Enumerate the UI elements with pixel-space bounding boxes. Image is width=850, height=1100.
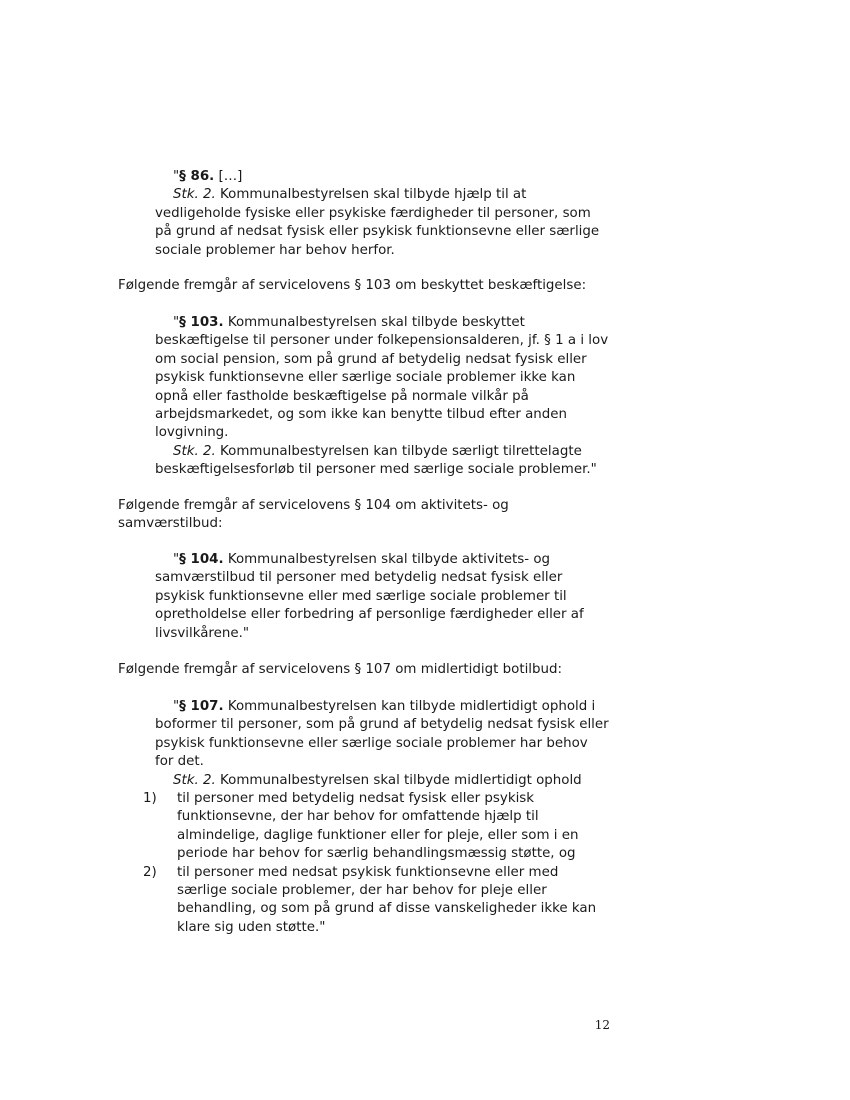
quote-86-heading [155,168,610,186]
quote-open-mark: " [173,315,180,330]
quote-107-stk2 [155,772,610,790]
stk2-label: Stk. 2. [173,772,216,788]
quote-open-mark: " [173,699,180,714]
quote-107-text: Kommunalbestyrelsen kan tilbyde midlertidigt ophold i boformer til personer, som på grund af betydelig nedsat fysisk eller psykisk funktionsevne eller særlige sociale problemer har behov for det. [155,699,609,770]
quote-103-stk2-text: Kommunalbestyrelsen kan tilbyde særligt tilrettelagte beskæftigelsesforløb til personer med særlige sociale problemer." [155,443,597,478]
list-item-number: 1) [143,791,157,807]
quote-section-86 [155,168,610,260]
quote-section-103 [155,314,610,480]
list-item-number: 2) [143,864,157,880]
section-ref-86: § 86. [179,169,215,184]
quote-104-text: Kommunalbestyrelsen skal tilbyde aktivitets- og samværstilbud til personer med betydelig nedsat fysisk eller psykisk funktionsevne eller med særlige sociale problemer til opretholdelse eller forbedring af personlige færdigheder eller af livsvilkårene." [155,552,584,641]
stk2-label: Stk. 2. [173,187,216,203]
quote-section-104 [155,551,610,643]
stk2-label: Stk. 2. [173,443,216,459]
section-ref-103: § 103. [179,315,224,330]
lead-paragraph-104: Følgende fremgår af servicelovens § 104 om aktivitets- og samværstilbud: [118,498,509,532]
quote-open-mark: " [173,169,180,184]
quote-section-107 [143,698,610,937]
quote-103-stk2 [155,443,610,480]
list-item-text: til personer med nedsat psykisk funktionsevne eller med særlige sociale problemer, der har behov for pleje eller behandling, og som på grund af disse vanskeligheder ikke kan klare sig uden støtte." [177,864,597,935]
quote-103-body [155,314,610,443]
quote-open-mark: " [173,552,180,567]
list-item-text: til personer med betydelig nedsat fysisk eller psykisk funktionsevne, der har behov for omfattende hjælp til almindelige, daglige funktioner eller for pleje, eller som i en periode har behov for særlig behandlingsmæssig støtte, og [177,791,579,862]
section-ref-107: § 107. [179,699,224,714]
quote-107-body [155,698,610,772]
quote-86-continuation: […] [214,169,243,184]
list-item [143,790,610,864]
lead-paragraph-107: Følgende fremgår af servicelovens § 107 om midlertidigt botilbud: [118,662,563,677]
quote-104-body [155,551,610,643]
page-number: 12 [594,1018,610,1032]
quote-107-stk2-text: Kommunalbestyrelsen skal tilbyde midlertidigt ophold [215,772,582,788]
quote-86-stk2-text: Kommunalbestyrelsen skal tilbyde hjælp til at vedligeholde fysiske eller psykiske færdigheder til personer, som på grund af nedsat fysisk eller psykisk funktionsevne eller særlige sociale problemer har behov herfor. [155,187,600,258]
list-item [143,864,610,938]
section-ref-104: § 104. [179,552,224,567]
lead-paragraph-103: Følgende fremgår af servicelovens § 103 om beskyttet beskæftigelse: [118,278,587,293]
quote-103-text: Kommunalbestyrelsen skal tilbyde beskyttet beskæftigelse til personer under folkepensionsalderen, jf. § 1 a i lov om social pension, som på grund af betydelig nedsat fysisk eller psykisk funktionsevne eller særlige sociale problemer ikke kan opnå eller fastholde beskæftigelse på normale vilkår på arbejdsmarkedet, og som ikke kan benytte tilbud efter anden lovgivning. [155,315,609,441]
quote-86-stk2 [155,186,610,260]
